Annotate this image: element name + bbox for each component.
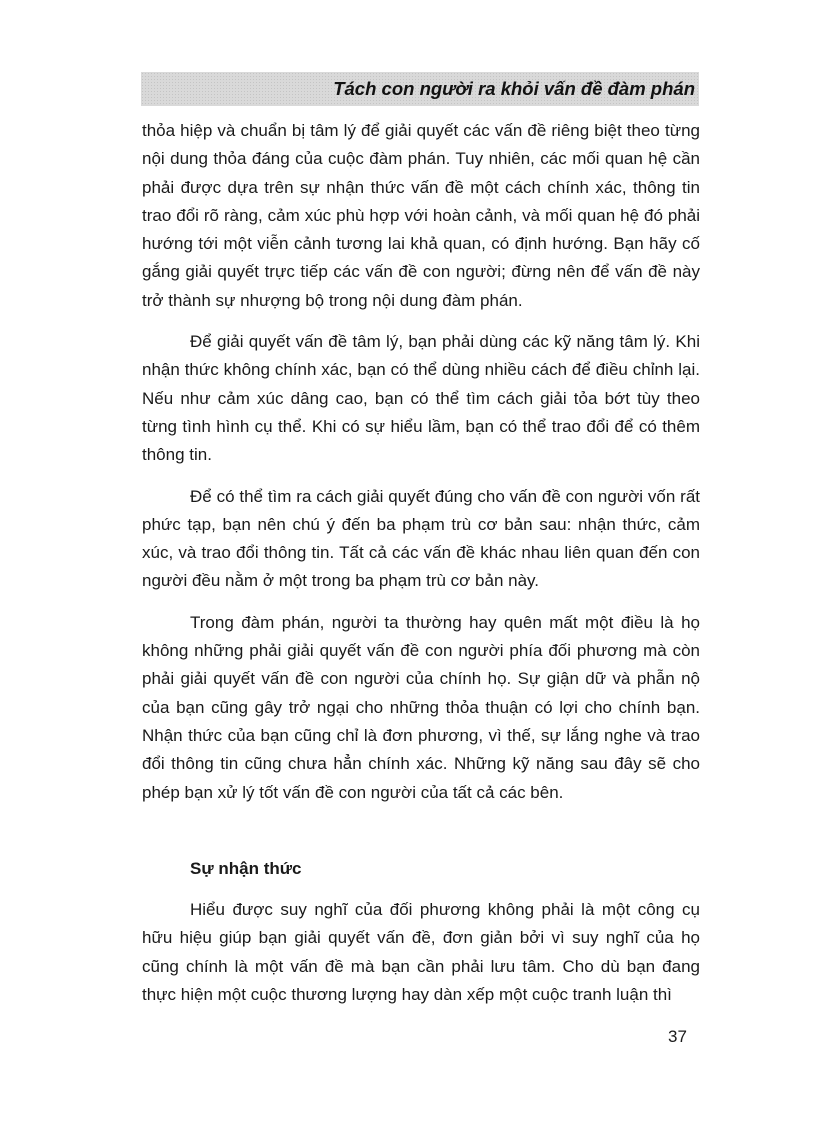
section-paragraph: Hiểu được suy nghĩ của đối phương không phải là một công cụ hữu hiệu giúp bạn giải quyết vấn đề, đơn giản bởi vì suy nghĩ của họ cũng chính là một vấn đề mà bạn cần phải lưu tâm. Cho dù bạn đang thực hiện một cuộc thương lượng hay dàn xếp một cuộc tranh luận thì	[142, 900, 700, 1005]
running-header-title: Tách con người ra khỏi vấn đề đàm phán	[333, 78, 695, 99]
body-paragraph-3: Để có thể tìm ra cách giải quyết đúng cho vấn đề con người vốn rất phức tạp, bạn nên chú ý đến ba phạm trù cơ bản sau: nhận thức, cảm xúc, và trao đổi thông tin. Tất cả các vấn đề khác nhau liên quan đến con người đều nằm ở một trong ba phạm trù cơ bản này.	[142, 486, 700, 591]
page-body	[142, 117, 700, 1022]
page-number: 37	[668, 1027, 687, 1046]
body-paragraph-1: thỏa hiệp và chuẩn bị tâm lý để giải quyết các vấn đề riêng biệt theo từng nội dung thỏa đáng của cuộc đàm phán. Tuy nhiên, các mối quan hệ cần phải được dựa trên sự nhận thức vấn đề một cách chính xác, thông tin trao đổi rõ ràng, cảm xúc phù hợp với hoàn cảnh, và mối quan hệ đó phải hướng tới một viễn cảnh tương lai khả quan, có định hướng. Bạn hãy cố gắng giải quyết trực tiếp các vấn đề con người; đừng nên để vấn đề này trở thành sự nhượng bộ trong nội dung đàm phán.	[142, 121, 700, 310]
running-header-bar	[141, 72, 699, 106]
section-heading: Sự nhận thức	[190, 858, 302, 878]
body-paragraph-2: Để giải quyết vấn đề tâm lý, bạn phải dùng các kỹ năng tâm lý. Khi nhận thức không chính xác, bạn có thể dùng nhiều cách để điều chỉnh lại. Nếu như cảm xúc dâng cao, bạn có thể tìm cách giải tỏa bớt tùy theo từng tình hình cụ thể. Khi có sự hiểu lầm, bạn có thể trao đổi để có thêm thông tin.	[142, 332, 700, 465]
body-paragraph-4: Trong đàm phán, người ta thường hay quên mất một điều là họ không những phải giải quyết vấn đề con người phía đối phương mà còn phải giải quyết vấn đề con người của chính họ. Sự giận dữ và phẫn nộ của bạn cũng gây trở ngại cho những thỏa thuận có lợi cho chính bạn. Nhận thức của bạn cũng chỉ là đơn phương, vì thế, sự lắng nghe và trao đổi thông tin cũng chưa hẳn chính xác. Những kỹ năng sau đây sẽ cho phép bạn xử lý tốt vấn đề con người của tất cả các bên.	[142, 612, 700, 802]
